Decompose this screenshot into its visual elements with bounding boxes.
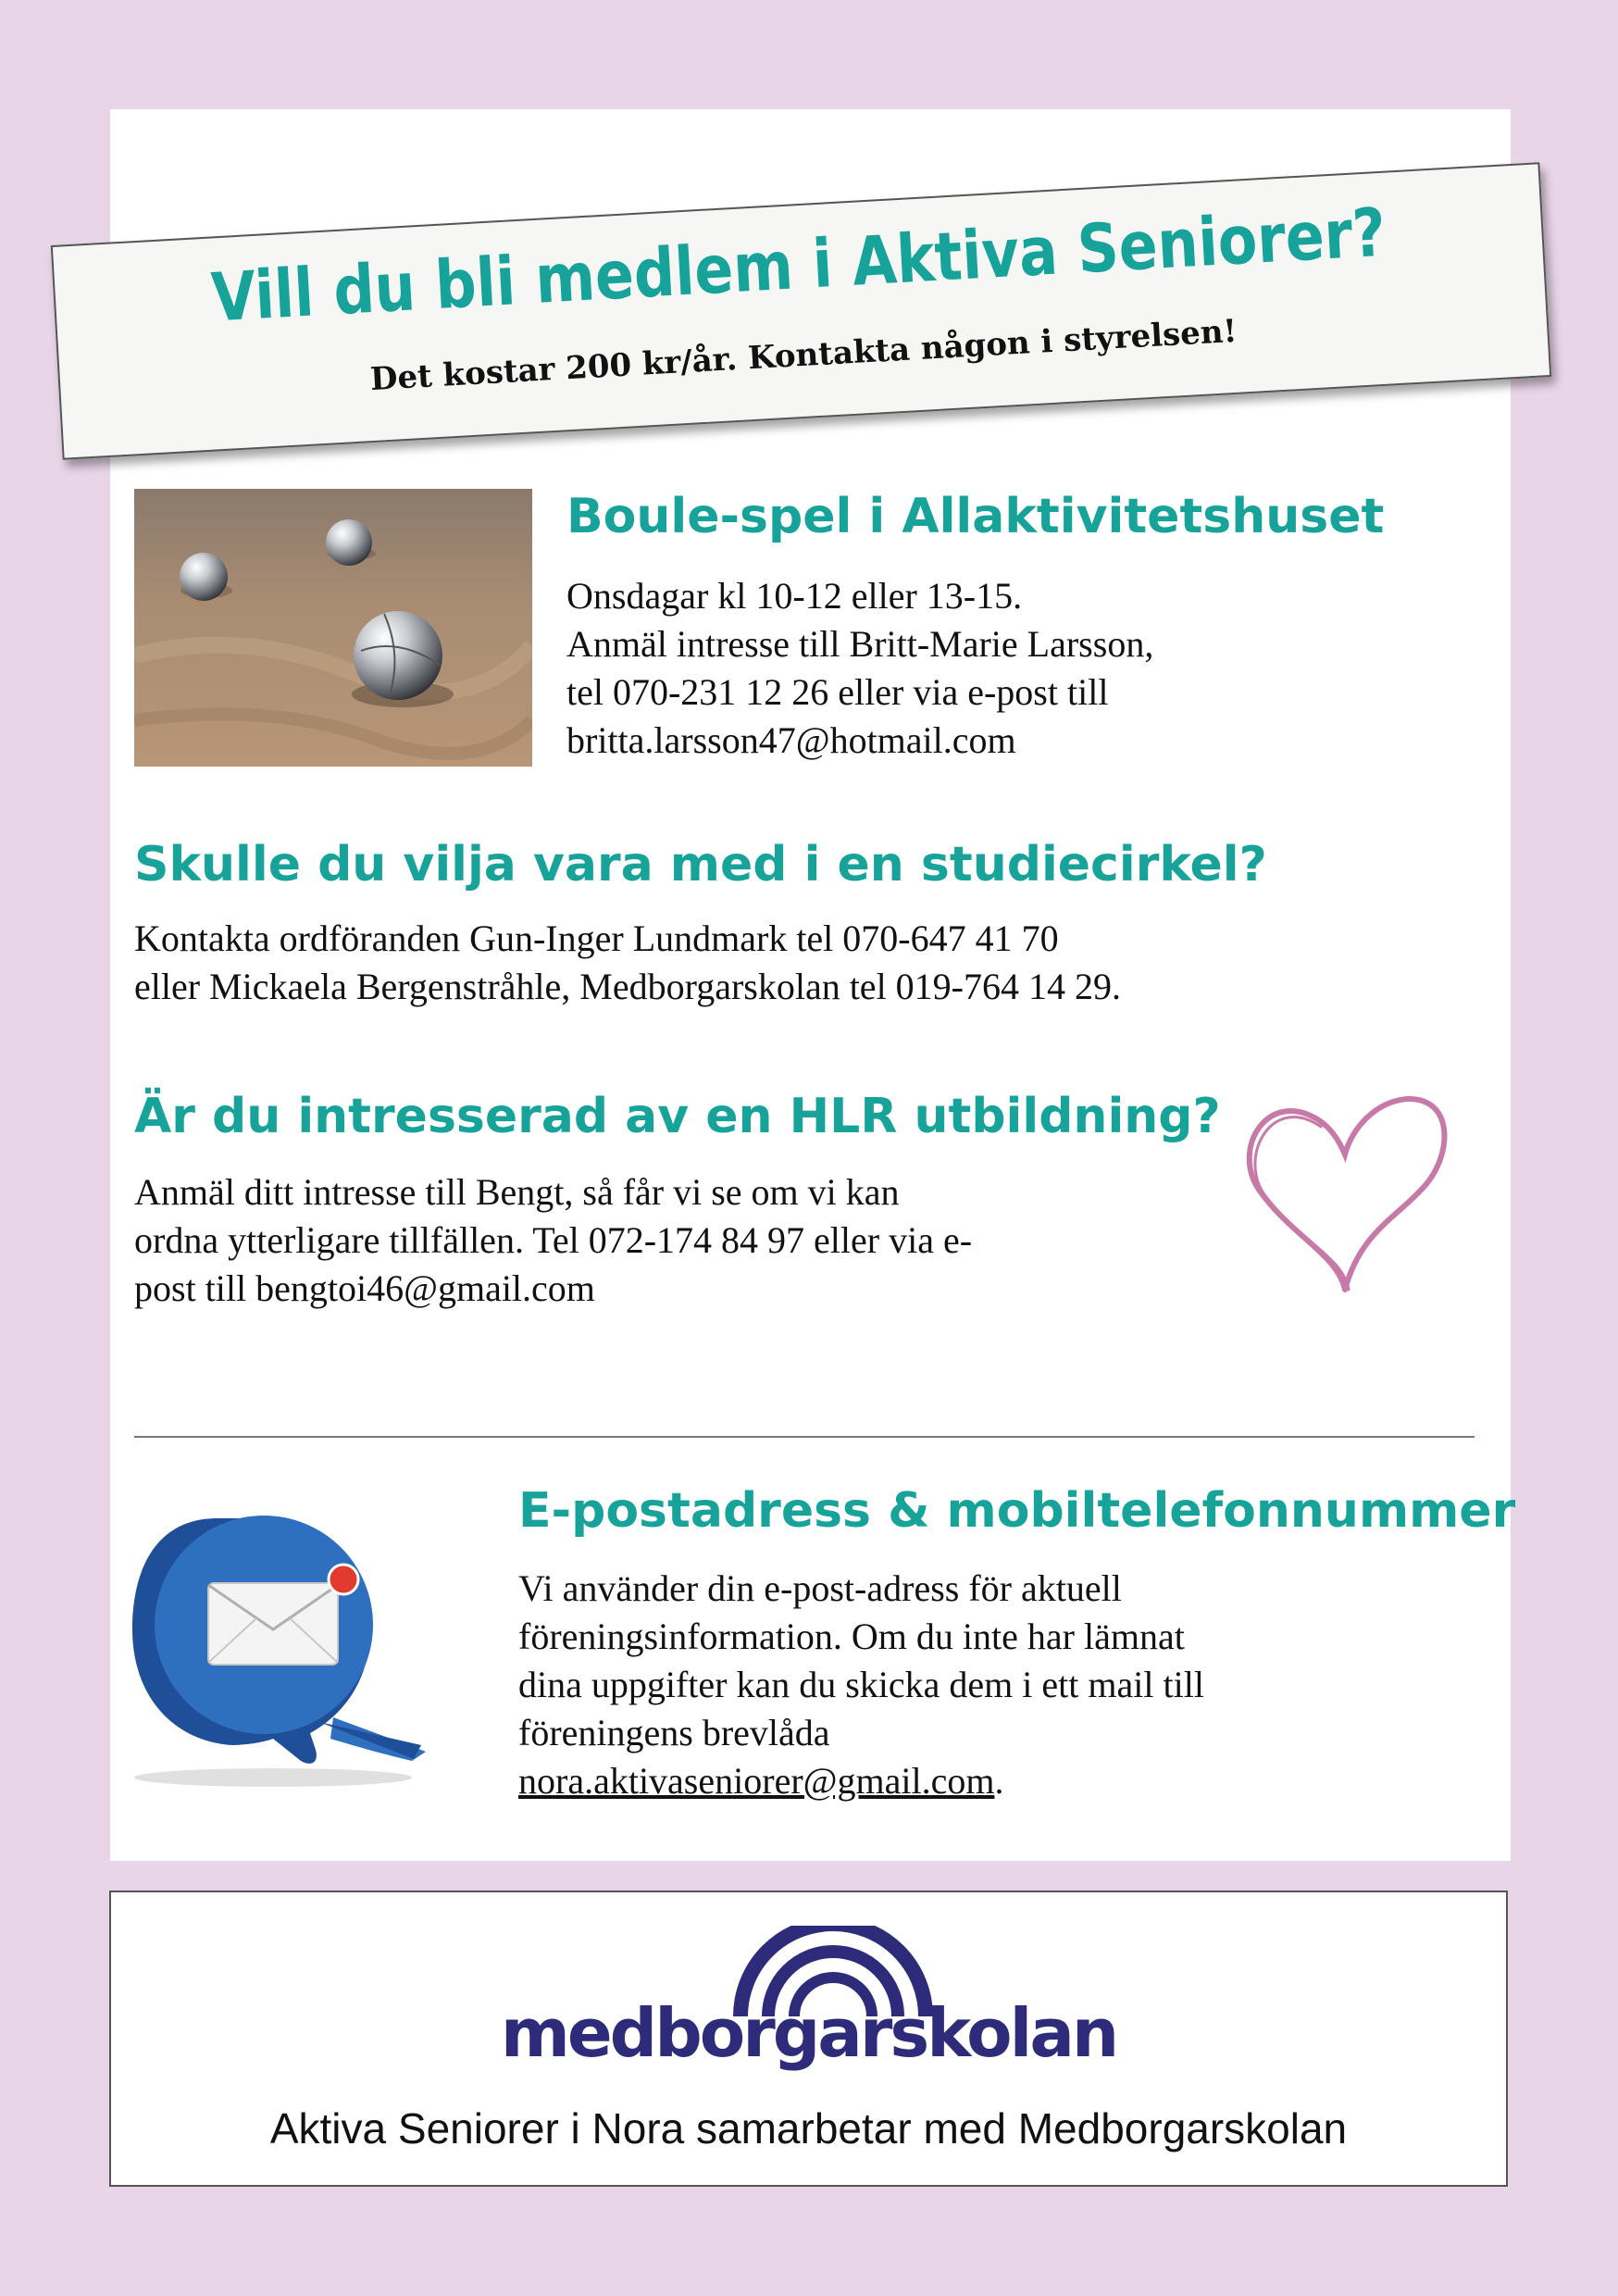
boule-photo bbox=[134, 489, 532, 767]
email-heading: E-postadress & mobiltelefonnummer bbox=[518, 1483, 1516, 1539]
boule-heading: Boule-spel i Allaktivitetshuset bbox=[566, 489, 1385, 544]
email-body bbox=[518, 1565, 1204, 1805]
study-line: eller Mickaela Bergenstråhle, Medborgarskolan tel 019-764 14 29. bbox=[134, 966, 1121, 1007]
hlr-line: ordna ytterligare tillfällen. Tel 072-174 84 97 eller via e- bbox=[134, 1219, 973, 1261]
partner-footer bbox=[109, 1890, 1508, 2187]
email-link-suffix: . bbox=[994, 1760, 1004, 1802]
email-line: Vi använder din e-post-adress för aktuell bbox=[518, 1567, 1122, 1609]
banner-title: Vill du bli medlem i Aktiva Seniorer? bbox=[209, 193, 1388, 337]
footer-text: Aktiva Seniorer i Nora samarbetar med Medborgarskolan bbox=[269, 2104, 1348, 2152]
boule-line: Anmäl intresse till Britt-Marie Larsson, bbox=[566, 623, 1154, 665]
study-body bbox=[134, 915, 1121, 1011]
boule-line: Onsdagar kl 10-12 eller 13-15. bbox=[566, 575, 1023, 617]
hlr-heading: Är du intresserad av en HLR utbildning? bbox=[134, 1089, 1221, 1144]
boule-email[interactable]: britta.larsson47@hotmail.com bbox=[566, 719, 1016, 761]
email-line: föreningsinformation. Om du inte har lämnat bbox=[518, 1616, 1185, 1657]
boule-line: tel 070-231 12 26 eller via e-post till bbox=[566, 671, 1109, 713]
boule-body bbox=[566, 572, 1153, 765]
section-divider bbox=[134, 1436, 1475, 1438]
mail-bubble-icon bbox=[116, 1500, 430, 1796]
email-line: dina uppgifter kan du skicka dem i ett mail till bbox=[518, 1664, 1204, 1705]
club-email-link[interactable]: nora.aktivaseniorer@gmail.com bbox=[518, 1760, 995, 1802]
email-line: föreningens brevlåda bbox=[518, 1712, 830, 1753]
hlr-line: post till bengtoi46@gmail.com bbox=[134, 1267, 595, 1309]
study-line: Kontakta ordföranden Gun-Inger Lundmark tel 070-647 41 70 bbox=[134, 917, 1059, 959]
hlr-body bbox=[134, 1168, 972, 1313]
medborgarskolan-logo: medborgarskolan bbox=[500, 1994, 1117, 2072]
study-heading: Skulle du vilja vara med i en studiecirkel? bbox=[134, 837, 1267, 892]
heart-icon bbox=[1236, 1079, 1458, 1301]
hlr-line: Anmäl ditt intresse till Bengt, så får vi se om vi kan bbox=[134, 1171, 900, 1213]
banner-subtitle: Det kostar 200 kr/år. Kontakta någon i styrelsen! bbox=[368, 312, 1238, 399]
